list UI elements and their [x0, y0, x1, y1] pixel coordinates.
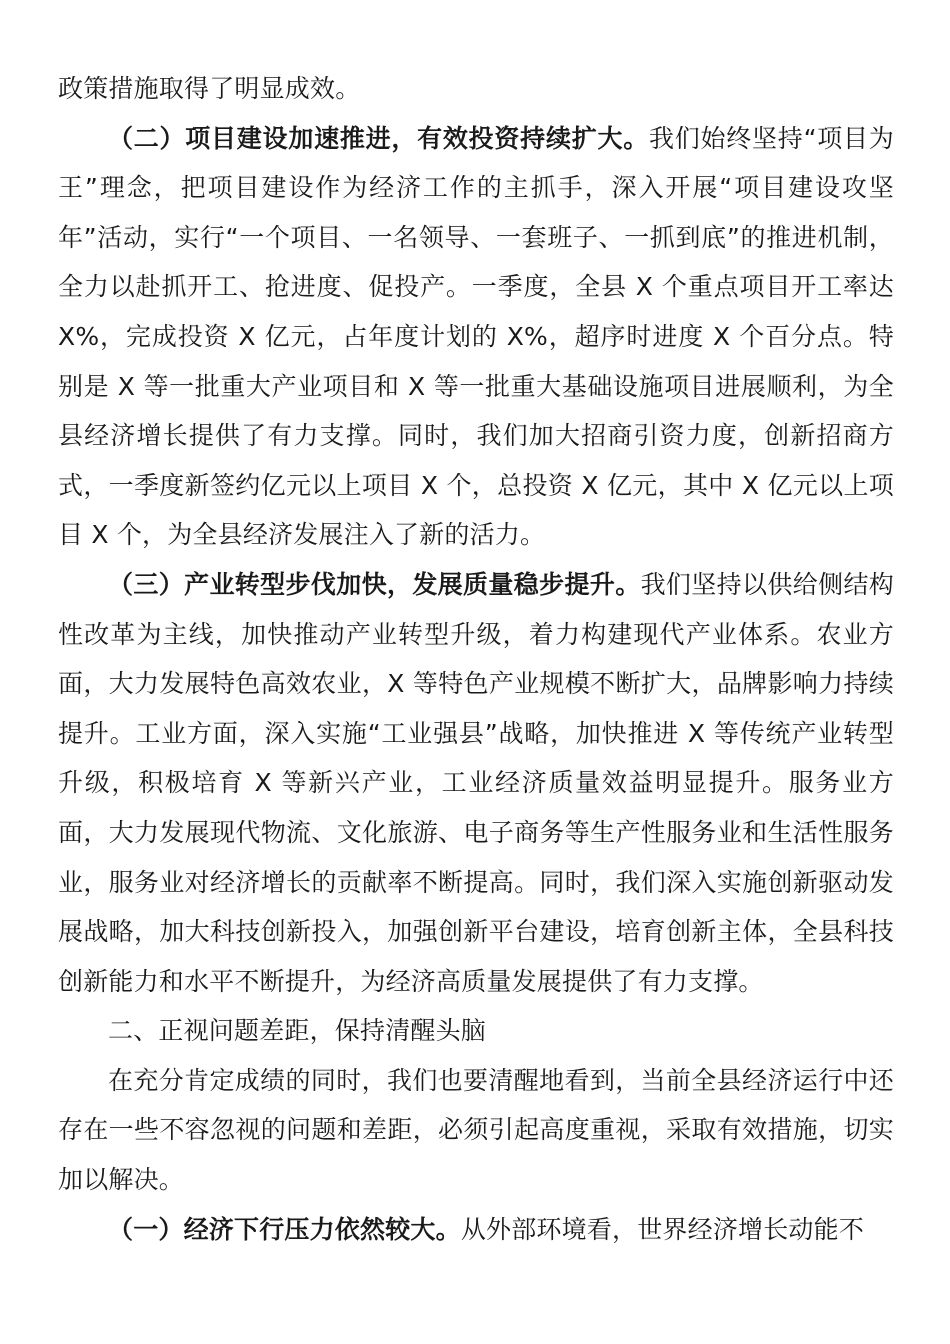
paragraph-continuation: 政策措施取得了明显成效。 [58, 74, 361, 103]
paragraph-lead: （一）经济下行压力依然较大。 [108, 1214, 461, 1244]
paragraph-project-construction [58, 114, 894, 560]
document-page [58, 64, 894, 1254]
paragraph-body: 我们始终坚持“项目为王”理念，把项目建设作为经济工作的主抓手，深入开展“项目建设攻坚年”活动，实行“一个项目、一名领导、一套班子、一抓到底”的推进机制，全力以赴抓开工、抢进度、促投产。一季度，全县 X 个重点项目开工率达 X%，完成投资 X 亿元，占年度计划的 X%，超序时进度 X 个百分点。特别是 X 等一批重大产业项目和 X 等一批重大基础设施项目进展顺利，为全县经济增长提供了有力支撑。同时，我们加大招商引资力度，创新招商方式，一季度新签约亿元以上项目 X 个，总投资 X 亿元，其中 X 亿元以上项目 X 个，为全县经济发展注入了新的活力。 [58, 123, 895, 550]
paragraph-lead: （二）项目建设加速推进，有效投资持续扩大。 [108, 123, 649, 153]
paragraph-industrial-transformation [58, 560, 894, 1006]
paragraph-body: 从外部环境看，世界经济增长动能不 [460, 1214, 865, 1244]
section-heading: 二、正视问题差距，保持清醒头脑 [108, 1016, 487, 1046]
paragraph-body: 我们坚持以供给侧结构性改革为主线，加快推动产业转型升级，着力构建现代产业体系。农业方面，大力发展特色高效农业，X 等特色产业规模不断扩大，品牌影响力持续提升。工业方面，深入实施“工业强县”战略，加快推进 X 等传统产业转型升级，积极培育 X 等新兴产业，工业经济质量效益明显提升。服务业方面，大力发展现代物流、文化旅游、电子商务等生产性服务业和生活性服务业，服务业对经济增长的贡献率不断提高。同时，我们深入实施创新驱动发展战略，加大科技创新投入，加强创新平台建设，培育创新主体，全县科技创新能力和水平不断提升，为经济高质量发展提供了有力支撑。 [58, 569, 894, 996]
paragraph-problems-intro: 在充分肯定成绩的同时，我们也要清醒地看到，当前全县经济运行中还存在一些不容忽视的问题和差距，必须引起高度重视，采取有效措施，切实加以解决。 [58, 1065, 894, 1195]
paragraph-lead: （三）产业转型步伐加快，发展质量稳步提升。 [108, 569, 641, 599]
paragraph-economic-pressure [58, 1205, 894, 1255]
